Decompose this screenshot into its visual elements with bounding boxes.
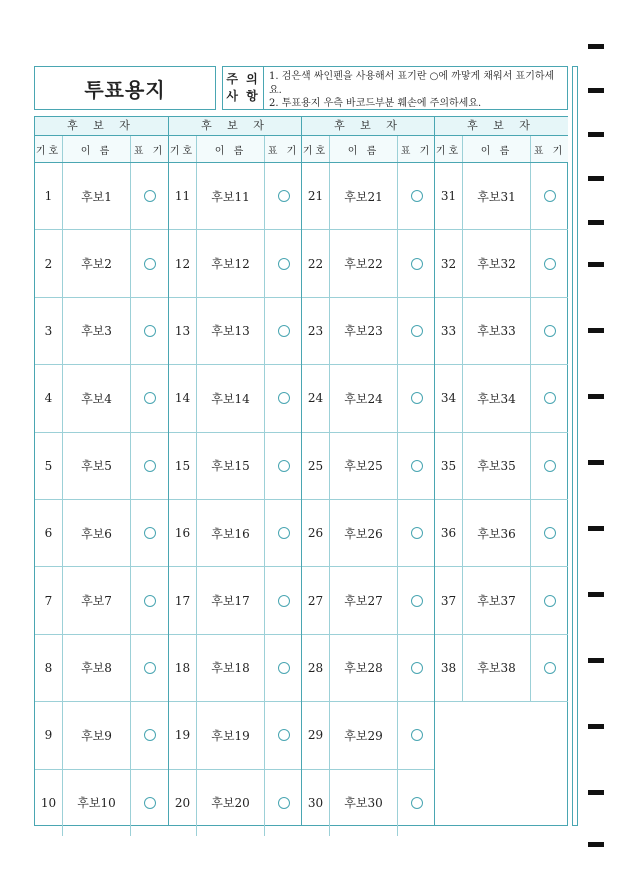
column-header: 후 보 자: [169, 117, 302, 136]
vote-mark-cell[interactable]: [131, 230, 168, 296]
vote-circle-icon[interactable]: [411, 258, 423, 270]
vote-circle-icon[interactable]: [144, 662, 156, 674]
vote-circle-icon[interactable]: [144, 258, 156, 270]
candidate-name: 후보32: [463, 230, 531, 296]
candidate-name: 후보8: [63, 635, 131, 701]
candidate-row: [35, 500, 168, 567]
candidate-name: 후보29: [330, 702, 398, 768]
candidate-name: 후보36: [463, 500, 531, 566]
candidate-name: 후보12: [197, 230, 265, 296]
header-no: 기호: [169, 136, 197, 162]
candidate-number: 30: [302, 770, 330, 836]
vote-circle-icon[interactable]: [278, 325, 290, 337]
vote-circle-icon[interactable]: [411, 392, 423, 404]
vote-mark-cell[interactable]: [398, 567, 435, 633]
candidate-column-2: [168, 117, 302, 825]
candidate-number: 31: [435, 163, 463, 229]
vote-mark-cell[interactable]: [398, 770, 435, 836]
timing-mark: [588, 724, 604, 729]
vote-circle-icon[interactable]: [278, 258, 290, 270]
candidate-name: 후보17: [197, 567, 265, 633]
timing-mark: [588, 220, 604, 225]
candidate-row: [435, 500, 568, 567]
candidate-table: [34, 116, 568, 826]
candidate-name: 후보38: [463, 635, 531, 701]
empty-cell: [435, 769, 568, 835]
vote-circle-icon[interactable]: [278, 190, 290, 202]
column-header: 후 보 자: [35, 117, 168, 136]
vote-circle-icon[interactable]: [544, 662, 556, 674]
candidate-row: [169, 365, 302, 432]
candidate-number: 35: [435, 433, 463, 499]
candidate-row: [169, 230, 302, 297]
vote-mark-cell[interactable]: [131, 635, 168, 701]
header-name: 이 름: [197, 136, 265, 162]
candidate-row: [302, 500, 435, 567]
header-mark: 표 기: [400, 145, 433, 157]
candidate-number: 1: [35, 163, 63, 229]
candidate-column-4: [434, 117, 568, 825]
header-no: 기호: [435, 136, 463, 162]
vote-circle-icon[interactable]: [411, 729, 423, 741]
vote-circle-icon[interactable]: [544, 258, 556, 270]
candidate-name: 후보35: [463, 433, 531, 499]
candidate-row: [169, 567, 302, 634]
candidate-number: 33: [435, 298, 463, 364]
candidate-name: 후보18: [197, 635, 265, 701]
candidate-number: 23: [302, 298, 330, 364]
candidate-row: [35, 635, 168, 702]
notice-label-bottom: 사 항: [226, 89, 260, 103]
vote-circle-icon[interactable]: [544, 595, 556, 607]
vote-mark-cell[interactable]: [398, 500, 435, 566]
header-mark: 표 기: [133, 145, 166, 157]
vote-mark-cell[interactable]: [131, 770, 168, 836]
candidate-number: 2: [35, 230, 63, 296]
candidate-row: [35, 770, 168, 836]
candidate-number: 16: [169, 500, 197, 566]
candidate-row: [35, 298, 168, 365]
candidate-number: 37: [435, 567, 463, 633]
candidate-row: [169, 433, 302, 500]
timing-mark: [588, 262, 604, 267]
candidate-number: 29: [302, 702, 330, 768]
timing-mark: [588, 328, 604, 333]
candidate-row: [302, 298, 435, 365]
vote-mark-cell[interactable]: [531, 567, 568, 633]
vote-circle-icon[interactable]: [411, 527, 423, 539]
vote-circle-icon[interactable]: [144, 527, 156, 539]
candidate-name: 후보30: [330, 770, 398, 836]
vote-circle-icon[interactable]: [411, 662, 423, 674]
candidate-number: 7: [35, 567, 63, 633]
vote-circle-icon[interactable]: [278, 595, 290, 607]
vote-circle-icon[interactable]: [411, 190, 423, 202]
header-name: 이 름: [330, 136, 398, 162]
candidate-number: 15: [169, 433, 197, 499]
candidate-number: 26: [302, 500, 330, 566]
vote-mark-cell[interactable]: [265, 163, 302, 229]
vote-circle-icon[interactable]: [144, 595, 156, 607]
timing-mark: [588, 526, 604, 531]
header-mark: 표 기: [267, 145, 300, 157]
header-no: 기호: [35, 136, 63, 162]
candidate-number: 34: [435, 365, 463, 431]
candidate-number: 32: [435, 230, 463, 296]
candidate-number: 19: [169, 702, 197, 768]
vote-mark-cell[interactable]: [398, 163, 435, 229]
vote-mark-cell[interactable]: [265, 635, 302, 701]
candidate-number: 24: [302, 365, 330, 431]
candidate-number: 17: [169, 567, 197, 633]
vote-mark-cell[interactable]: [131, 702, 168, 768]
candidate-name: 후보33: [463, 298, 531, 364]
header-name: 이 름: [463, 136, 531, 162]
sub-header: [302, 136, 435, 163]
candidate-name: 후보13: [197, 298, 265, 364]
notice-text: [264, 67, 567, 109]
notice-label: [223, 67, 264, 109]
candidate-name: 후보24: [330, 365, 398, 431]
candidate-name: 후보16: [197, 500, 265, 566]
vote-mark-cell[interactable]: [398, 298, 435, 364]
candidate-row: [302, 433, 435, 500]
candidate-row: [169, 770, 302, 836]
candidate-name: 후보22: [330, 230, 398, 296]
candidate-number: 13: [169, 298, 197, 364]
vote-circle-icon[interactable]: [278, 662, 290, 674]
candidate-number: 22: [302, 230, 330, 296]
vote-mark-cell[interactable]: [398, 230, 435, 296]
candidate-row: [435, 365, 568, 432]
candidate-name: 후보31: [463, 163, 531, 229]
candidate-name: 후보34: [463, 365, 531, 431]
candidate-name: 후보27: [330, 567, 398, 633]
candidate-row: [435, 230, 568, 297]
candidate-name: 후보20: [197, 770, 265, 836]
candidate-number: 11: [169, 163, 197, 229]
column-header: 후 보 자: [302, 117, 435, 136]
vote-mark-cell[interactable]: [131, 500, 168, 566]
candidate-name: 후보25: [330, 433, 398, 499]
candidate-name: 후보19: [197, 702, 265, 768]
candidate-row: [435, 635, 568, 702]
barcode-border: [572, 66, 578, 826]
vote-mark-cell[interactable]: [131, 433, 168, 499]
candidate-number: 9: [35, 702, 63, 768]
candidate-number: 8: [35, 635, 63, 701]
candidate-name: 후보11: [197, 163, 265, 229]
vote-circle-icon[interactable]: [144, 325, 156, 337]
vote-circle-icon[interactable]: [544, 527, 556, 539]
candidate-row: [435, 298, 568, 365]
candidate-row: [169, 702, 302, 769]
vote-mark-cell[interactable]: [265, 500, 302, 566]
vote-mark-cell[interactable]: [265, 365, 302, 431]
vote-circle-icon[interactable]: [278, 392, 290, 404]
candidate-row: [302, 702, 435, 769]
notice-box: [222, 66, 568, 110]
candidate-row: [435, 433, 568, 500]
candidate-row: [35, 433, 168, 500]
column-header: 후 보 자: [435, 117, 568, 136]
candidate-number: 36: [435, 500, 463, 566]
vote-mark-cell[interactable]: [531, 230, 568, 296]
candidate-row: [302, 635, 435, 702]
timing-mark: [588, 394, 604, 399]
vote-mark-cell[interactable]: [531, 163, 568, 229]
vote-circle-icon[interactable]: [411, 595, 423, 607]
sub-header: [435, 136, 568, 163]
candidate-row: [35, 230, 168, 297]
candidate-name: 후보10: [63, 770, 131, 836]
candidate-number: 27: [302, 567, 330, 633]
vote-circle-icon[interactable]: [144, 797, 156, 809]
vote-circle-icon[interactable]: [544, 190, 556, 202]
candidate-number: 28: [302, 635, 330, 701]
candidate-name: 후보7: [63, 567, 131, 633]
candidate-name: 후보4: [63, 365, 131, 431]
candidate-number: 14: [169, 365, 197, 431]
candidate-row: [35, 365, 168, 432]
vote-circle-icon[interactable]: [544, 325, 556, 337]
vote-mark-cell[interactable]: [398, 702, 435, 768]
candidate-row: [169, 163, 302, 230]
candidate-name: 후보37: [463, 567, 531, 633]
candidate-row: [35, 567, 168, 634]
candidate-row: [435, 567, 568, 634]
candidate-row: [302, 770, 435, 836]
vote-mark-cell[interactable]: [531, 500, 568, 566]
vote-mark-cell[interactable]: [531, 298, 568, 364]
candidate-name: 후보3: [63, 298, 131, 364]
vote-circle-icon[interactable]: [544, 460, 556, 472]
vote-circle-icon[interactable]: [544, 392, 556, 404]
candidate-name: 후보15: [197, 433, 265, 499]
timing-mark: [588, 658, 604, 663]
header-mark: 표 기: [533, 145, 566, 157]
vote-mark-cell[interactable]: [398, 635, 435, 701]
timing-mark: [588, 460, 604, 465]
candidate-number: 21: [302, 163, 330, 229]
candidate-name: 후보1: [63, 163, 131, 229]
vote-mark-cell[interactable]: [265, 702, 302, 768]
sub-header: [35, 136, 168, 163]
timing-mark: [588, 132, 604, 137]
timing-mark: [588, 44, 604, 49]
vote-circle-icon[interactable]: [144, 729, 156, 741]
candidate-name: 후보28: [330, 635, 398, 701]
timing-mark: [588, 790, 604, 795]
vote-mark-cell[interactable]: [398, 433, 435, 499]
candidate-row: [435, 163, 568, 230]
vote-circle-icon[interactable]: [411, 797, 423, 809]
timing-mark: [588, 88, 604, 93]
vote-mark-cell[interactable]: [131, 298, 168, 364]
notice-line-1: 1. 검은색 싸인펜을 사용해서 표기란 ○에 까맣게 채워서 표기하세요.: [269, 71, 555, 96]
vote-mark-cell[interactable]: [131, 365, 168, 431]
candidate-number: 5: [35, 433, 63, 499]
candidate-name: 후보23: [330, 298, 398, 364]
header-no: 기호: [302, 136, 330, 162]
vote-circle-icon[interactable]: [278, 729, 290, 741]
header-name: 이 름: [63, 136, 131, 162]
candidate-row: [302, 365, 435, 432]
vote-mark-cell[interactable]: [131, 163, 168, 229]
sub-header: [169, 136, 302, 163]
notice-line-2: 2. 투표용지 우측 바코드부분 훼손에 주의하세요.: [269, 98, 482, 109]
vote-mark-cell[interactable]: [265, 433, 302, 499]
vote-circle-icon[interactable]: [144, 392, 156, 404]
candidate-column-3: [301, 117, 435, 825]
vote-mark-cell[interactable]: [398, 365, 435, 431]
vote-circle-icon[interactable]: [144, 460, 156, 472]
candidate-number: 20: [169, 770, 197, 836]
vote-mark-cell[interactable]: [531, 433, 568, 499]
vote-circle-icon[interactable]: [411, 460, 423, 472]
candidate-number: 3: [35, 298, 63, 364]
candidate-number: 25: [302, 433, 330, 499]
vote-mark-cell[interactable]: [531, 365, 568, 431]
vote-mark-cell[interactable]: [265, 298, 302, 364]
vote-mark-cell[interactable]: [265, 567, 302, 633]
vote-circle-icon[interactable]: [278, 460, 290, 472]
candidate-name: 후보21: [330, 163, 398, 229]
candidate-column-1: [35, 117, 168, 825]
candidate-row: [435, 702, 568, 768]
notice-label-top: 주 의: [226, 72, 260, 86]
candidate-row: [169, 298, 302, 365]
vote-mark-cell[interactable]: [265, 770, 302, 836]
candidate-row: [435, 769, 568, 835]
candidate-name: 후보9: [63, 702, 131, 768]
candidate-row: [302, 163, 435, 230]
candidate-number: 12: [169, 230, 197, 296]
empty-cell: [435, 702, 568, 768]
vote-circle-icon[interactable]: [411, 325, 423, 337]
candidate-row: [169, 635, 302, 702]
candidate-name: 후보5: [63, 433, 131, 499]
candidate-number: 10: [35, 770, 63, 836]
vote-circle-icon[interactable]: [278, 797, 290, 809]
candidate-name: 후보6: [63, 500, 131, 566]
vote-mark-cell[interactable]: [131, 567, 168, 633]
vote-circle-icon[interactable]: [144, 190, 156, 202]
candidate-row: [35, 163, 168, 230]
candidate-name: 후보14: [197, 365, 265, 431]
vote-mark-cell[interactable]: [265, 230, 302, 296]
candidate-row: [302, 567, 435, 634]
timing-mark: [588, 592, 604, 597]
candidate-name: 후보2: [63, 230, 131, 296]
candidate-row: [169, 500, 302, 567]
candidate-number: 4: [35, 365, 63, 431]
candidate-number: 6: [35, 500, 63, 566]
vote-circle-icon[interactable]: [278, 527, 290, 539]
candidate-number: 18: [169, 635, 197, 701]
vote-mark-cell[interactable]: [531, 635, 568, 701]
ballot-title: 투표용지: [34, 66, 216, 110]
timing-mark: [588, 842, 604, 847]
candidate-number: 38: [435, 635, 463, 701]
timing-mark: [588, 176, 604, 181]
candidate-name: 후보26: [330, 500, 398, 566]
candidate-row: [302, 230, 435, 297]
candidate-row: [35, 702, 168, 769]
